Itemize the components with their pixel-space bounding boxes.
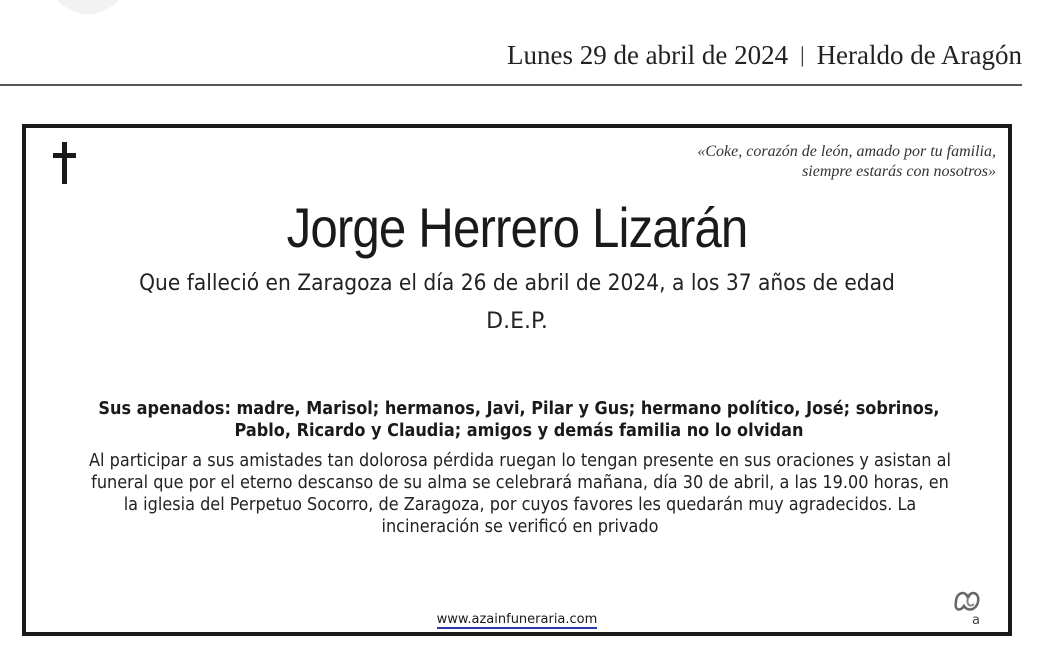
publication-date: Lunes 29 de abril de 2024 — [506, 40, 789, 70]
funeral-home-link[interactable]: www.azainfuneraria.com — [436, 612, 598, 627]
death-details: Que falleció en Zaragoza el día 26 de abril de 2024, a los 37 años de edad — [139, 271, 895, 296]
website-footer — [26, 608, 1008, 627]
latin-cross-icon — [53, 142, 77, 184]
quote-line-2: siempre estarás con nosotros» — [802, 163, 996, 180]
deceased-name: Jorge Herrero Lizarán — [286, 196, 748, 259]
funeral-announcement: Al participar a sus amistades tan dolorosa pérdida ruegan lo tengan presente en sus oraciones y asistan al funeral que por el eterno descanso de su alma se celebrará mañana, día 30 de abril, a las 19.00 horas, en la iglesia del Perpetuo Socorro, de Zaragoza, por cuyos favores les quedarán muy agradecidos. La incineración se verificó en privado — [89, 451, 951, 537]
corner-decoration — [48, 0, 128, 14]
rip-abbreviation: D.E.P. — [486, 309, 548, 334]
quote-line-1: «Coke, corazón de león, amado por tu familia, — [697, 143, 996, 160]
logo-letter: a — [972, 613, 980, 628]
newspaper-name: Heraldo de Aragón — [816, 40, 1022, 70]
obituary-notice — [22, 124, 1012, 636]
header-separator: | — [800, 42, 805, 67]
header-divider — [0, 84, 1022, 86]
funeral-home-logo-icon — [950, 582, 990, 628]
newspaper-header — [507, 40, 1022, 71]
mourners-list: Sus apenados: madre, Marisol; hermanos, Javi, Pilar y Gus; hermano político, José; sobrinos, Pablo, Ricardo y Claudia; amigos y demás familia no lo olvidan — [98, 399, 940, 441]
memorial-quote — [697, 142, 996, 182]
